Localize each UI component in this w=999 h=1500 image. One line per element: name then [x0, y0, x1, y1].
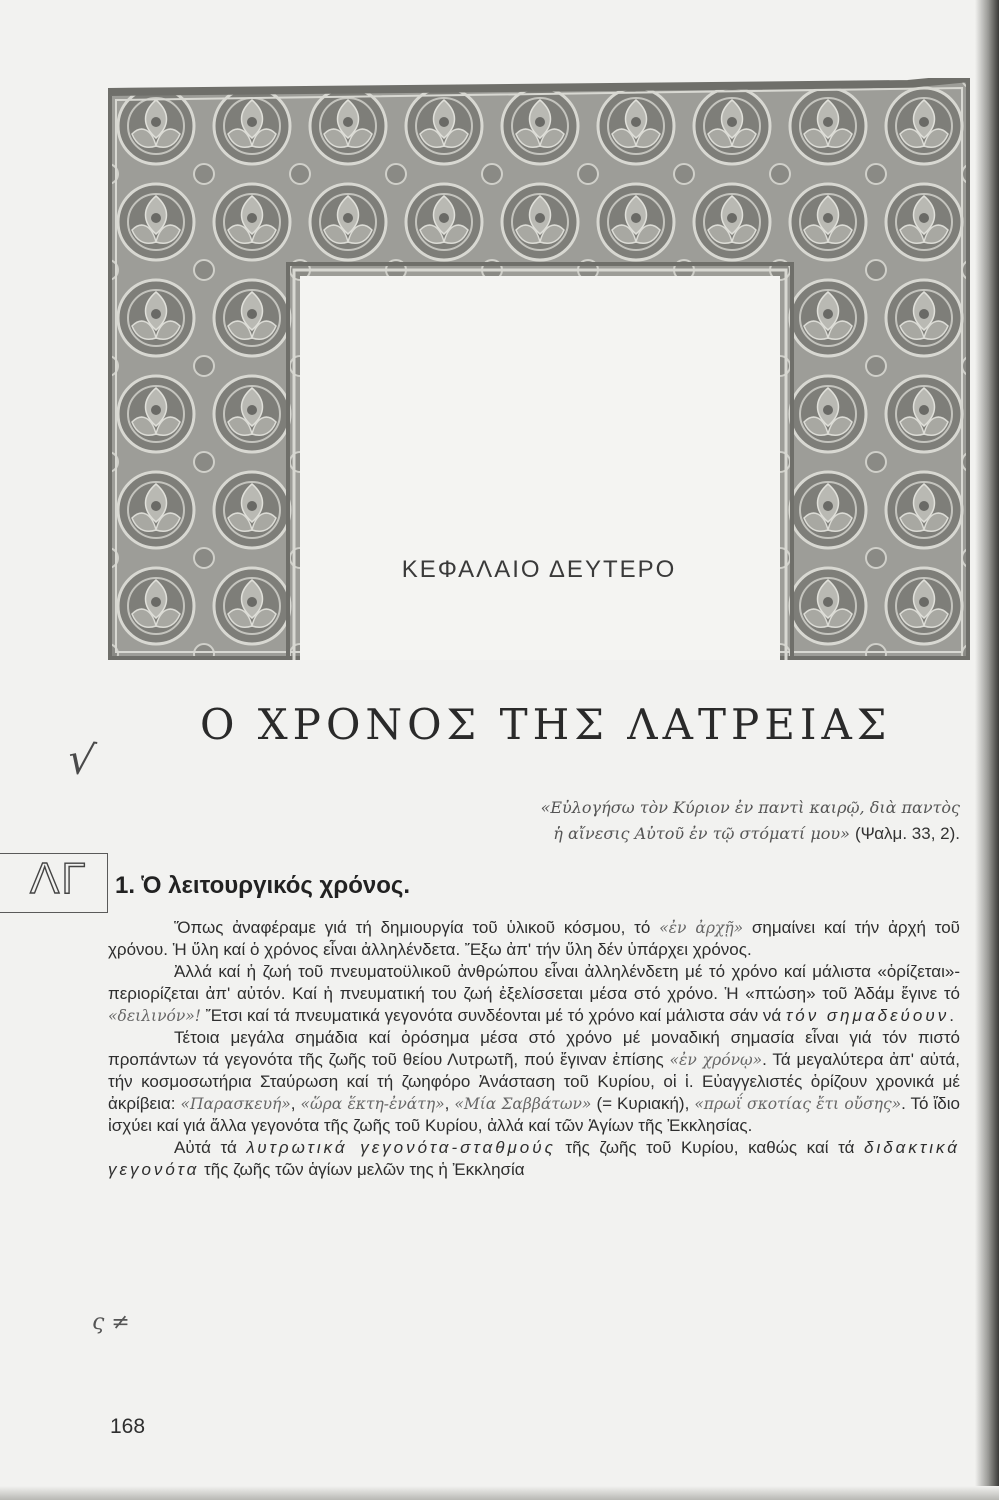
page-edge-shadow [975, 0, 999, 1500]
paragraph-1 [108, 917, 960, 961]
pencil-margin-note: ς ≠ [92, 1310, 130, 1335]
ornamental-headpiece [108, 78, 970, 660]
epigraph-line-1: «Εὐλογήσω τὸν Κύριον ἐν παντὶ καιρῷ, διὰ παντὸς [540, 798, 960, 817]
p3-text-d: , [444, 1094, 455, 1113]
body-text [108, 917, 960, 1181]
chapter-label: ΚΕΦΑΛΑΙΟ ΔΕΥΤΕΡΟ [401, 556, 677, 583]
epigraph-line-2 [440, 821, 960, 847]
ornament-blank-window [300, 276, 780, 660]
paragraph-2 [108, 961, 960, 1027]
p3-quote-2: «Παρασκευή» [180, 1095, 291, 1113]
p3-text-f: . Τό ἴδιο ἰσχύει καί γιά ἄλλα γεγονότα τῆς ζωῆς τοῦ Κυρίου, ἀλλά καί τῶν Ἁγίων τῆς Ἐκκλησίας. [108, 1094, 961, 1135]
paragraph-3 [108, 1027, 960, 1137]
p2-text-a: Ἀλλά καί ἡ ζωή τοῦ πνευματοϋλικοῦ ἀνθρώπου εἶναι ἀλληλένδετη μέ τό χρόνο καί μάλιστα «ὁρίζεται»-περιορίζεται ἀπ' αὐτόν. Καί ἡ πνευματική του ζωή ἐξελίσσεται μέσα στό χρόνο. Ἡ «πτώση» τοῦ Ἀδάμ ἔγινε τό [108, 962, 960, 1003]
p1-quote: «ἐν ἀρχῇ» [659, 919, 744, 937]
p3-text-b: . Τά μεγαλύτερα ἀπ' αὐτά, τήν κοσμοσωτήρια Σταύρωση καί τή ζωηφόρο Ἀνάσταση τοῦ Κυρίου, οἱ ἱ. Εὐαγγελιστές ὁρίζουν χρονικά μέ ἀκρίβεια: [108, 1050, 960, 1113]
chapter-title: Ο ΧΡΟΝΟΣ ΤΗΣ ΛΑΤΡΕΙΑΣ [200, 700, 892, 749]
p2-quote: «δειλινόν»! [108, 1007, 201, 1025]
p4-spaced-emphasis-2: διδακτικά γεγονότα [108, 1138, 961, 1179]
page-bottom-shadow [0, 1486, 999, 1500]
p3-quote-1: «ἐν χρόνῳ» [669, 1051, 763, 1069]
p3-quote-4: «Μία Σαββάτων» [454, 1095, 592, 1113]
epigraph [440, 795, 960, 847]
p4-text-b: τῆς ζωῆς τοῦ Κυρίου, καθώς καί τά [555, 1138, 865, 1157]
page-number: 168 [110, 1415, 146, 1438]
paragraph-4 [108, 1137, 960, 1181]
p2-text-b: Ἔτσι καί τά πνευματικά γεγονότα συνδέονται μέ τό χρόνο καί μάλιστα σάν νά [201, 1006, 786, 1025]
p3-text-e: (= Κυριακή), [591, 1094, 695, 1113]
p3-text-a: Τέτοια μεγάλα σημάδια καί ὀρόσημα μέσα στό χρόνο μέ μοναδική σημασία εἶναι γιά τόν πιστό προπάντων τά γεγονότα τῆς ζωῆς τοῦ θείου Λυτρωτῆ, πού ἔγιναν ἐπίσης [108, 1028, 960, 1069]
p3-text-c: , [290, 1094, 301, 1113]
p4-text-c: τῆς ζωῆς τῶν ἁγίων μελῶν της ἡ Ἐκκλησία [199, 1160, 525, 1179]
p4-text-a: Αὐτά τά [174, 1138, 247, 1157]
epigraph-reference: (Ψαλμ. 33, 2). [855, 824, 960, 843]
pencil-check-mark: √ [64, 733, 99, 786]
margin-letters: ΛΓ [30, 854, 88, 903]
p3-quote-3: «ὥρα ἕκτη-ἐνάτη» [300, 1095, 445, 1113]
p4-spaced-emphasis-1: λυτρωτικά γεγονότα-σταθμούς [246, 1138, 556, 1157]
p1-text-a: Ὅπως ἀναφέραμε γιά τή δημιουργία τοῦ ὑλικοῦ κόσμου, τό [174, 918, 660, 937]
p2-spaced-emphasis: τόν σημαδεύουν [785, 1006, 950, 1025]
section-heading: 1. Ὁ λειτουργικός χρόνος. [115, 872, 411, 899]
epigraph-line-2-text: ἡ αἴνεσις Αὐτοῦ ἐν τῷ στόματί μου» [553, 824, 850, 843]
p2-text-c: . [949, 1006, 954, 1025]
p1-text-b: σημαίνει καί τήν ἀρχή τοῦ χρόνου. Ἡ ὕλη καί ὁ χρόνος εἶναι ἀλληλένδετα. Ἔξω ἀπ' τήν ὕλη δέν ὑπάρχει χρόνος. [108, 918, 960, 959]
p3-quote-5: «πρωΐ σκοτίας ἔτι οὔσης» [694, 1095, 902, 1113]
